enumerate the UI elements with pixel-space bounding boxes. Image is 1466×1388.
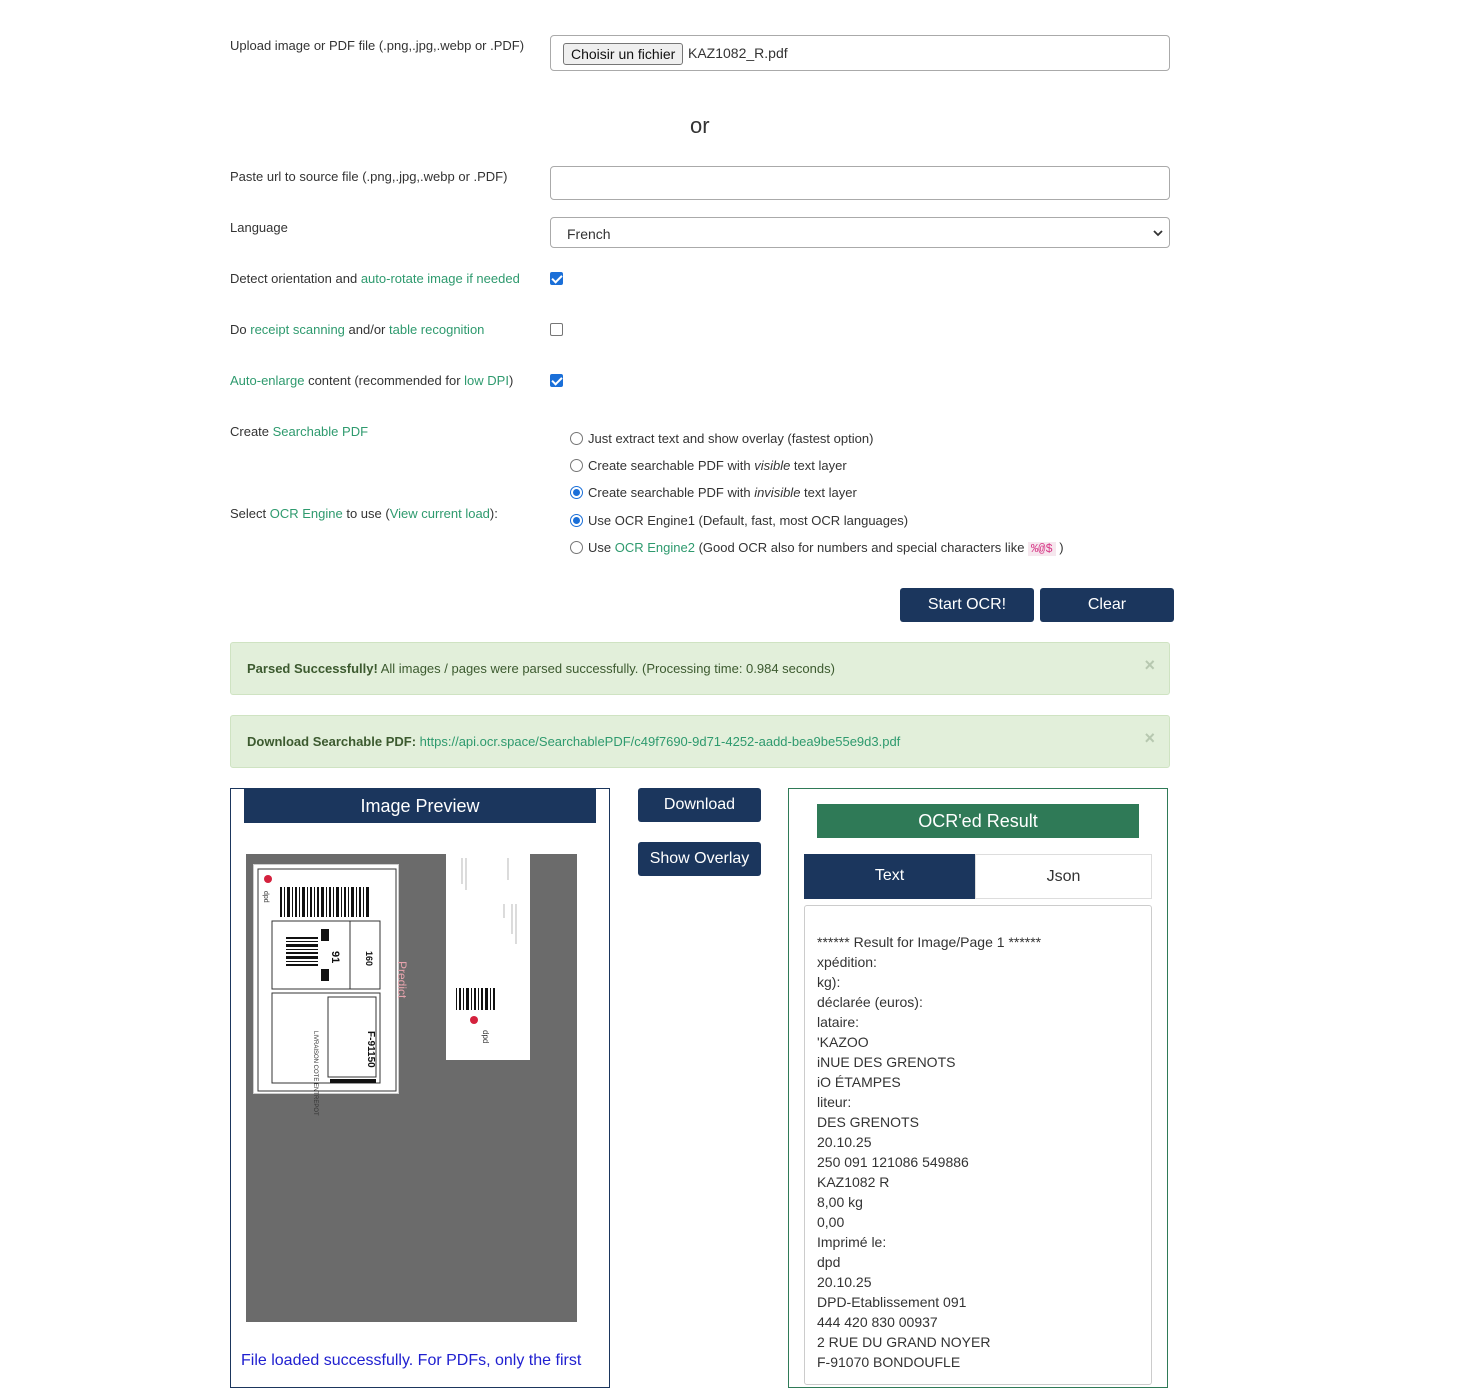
- parsed-success-title: Parsed Successfully!: [247, 661, 378, 676]
- ocr-text-line: 20.10.25: [817, 1274, 872, 1290]
- svg-text:Predict: Predict: [395, 961, 409, 999]
- download-button[interactable]: Download: [638, 788, 761, 822]
- ocr-text-line: 250 091 121086 549886: [817, 1154, 969, 1170]
- ocr-text-line: DES GRENOTS: [817, 1114, 919, 1130]
- radio-invisible-layer[interactable]: [570, 486, 583, 499]
- option-visible-layer: Create searchable PDF with visible text layer: [588, 458, 847, 473]
- table-recognition-link[interactable]: table recognition: [389, 322, 485, 337]
- file-input[interactable]: [550, 35, 1170, 71]
- ocr-engine2-link[interactable]: OCR Engine2: [614, 540, 695, 555]
- file-name: KAZ1082_R.pdf: [688, 45, 788, 61]
- option-engine2: Use OCR Engine2 (Good OCR also for numbers and special characters like %@$ ): [588, 540, 1064, 556]
- ocr-text-line: dpd: [817, 1254, 841, 1270]
- detect-orientation-checkbox[interactable]: [550, 272, 563, 285]
- ocr-text-line: liteur:: [817, 1094, 852, 1110]
- tab-text[interactable]: Text: [804, 854, 975, 899]
- label-page-thumbnail: [253, 864, 409, 1116]
- ocr-text-line: 2 RUE DU GRAND NOYER: [817, 1334, 991, 1350]
- svg-text:dpd: dpd: [262, 891, 269, 903]
- download-pdf-title: Download Searchable PDF:: [247, 734, 417, 749]
- ocr-text-line: iO ÉTAMPES: [817, 1074, 901, 1090]
- tab-json[interactable]: Json: [975, 854, 1152, 899]
- shipping-label-image: [254, 865, 409, 1116]
- ocr-text-line: 20.10.25: [817, 1134, 872, 1150]
- ocr-result-title: OCR'ed Result: [817, 804, 1139, 838]
- ocr-text-line: DPD-Etablissement 091: [817, 1294, 967, 1310]
- special-chars-code: %@$: [1028, 542, 1056, 556]
- or-divider: or: [690, 113, 710, 138]
- option-extract-only: Just extract text and show overlay (fastest option): [588, 431, 874, 446]
- option-invisible-layer: Create searchable PDF with invisible text layer: [588, 485, 857, 500]
- ocr-text-line: kg):: [817, 974, 841, 990]
- parsed-success-alert: [230, 642, 1170, 695]
- radio-visible-layer[interactable]: [570, 459, 583, 472]
- svg-text:LIVRAISON COTE ENTREPOT: LIVRAISON COTE ENTREPOT: [312, 1031, 318, 1116]
- receipt-checkbox[interactable]: [550, 323, 563, 336]
- language-selected: French: [567, 226, 611, 242]
- ocr-text-lines: [817, 932, 1041, 1372]
- searchable-pdf-url-link[interactable]: https://api.ocr.space/SearchablePDF/c49f7690-9d71-4252-aadd-bea9be55e9d3.pdf: [419, 734, 901, 749]
- show-overlay-button[interactable]: Show Overlay: [638, 842, 761, 876]
- option-engine1: Use OCR Engine1 (Default, fast, most OCR languages): [588, 513, 909, 528]
- radio-engine1[interactable]: [570, 514, 583, 527]
- searchable-pdf-label: Create Searchable PDF: [230, 424, 369, 439]
- shipping-label-image-2: [446, 854, 530, 1060]
- ocr-text-line: lataire:: [817, 1014, 860, 1030]
- ocr-text-line: déclarée (euros):: [817, 994, 923, 1010]
- auto-rotate-link[interactable]: auto-rotate image if needed: [360, 271, 520, 286]
- searchable-pdf-link[interactable]: Searchable PDF: [272, 424, 369, 439]
- ocr-text-line: iNUE DES GRENOTS: [817, 1054, 956, 1070]
- radio-extract-only[interactable]: [570, 432, 583, 445]
- label-page-2-thumbnail: [446, 854, 530, 1060]
- ocr-text-line: 0,00: [817, 1214, 845, 1230]
- close-icon[interactable]: ×: [1144, 728, 1155, 748]
- svg-text:dpd: dpd: [481, 1030, 490, 1044]
- svg-text:160: 160: [364, 951, 374, 967]
- start-ocr-button[interactable]: Start OCR!: [900, 588, 1034, 622]
- ocr-text-line: Imprimé le:: [817, 1234, 887, 1250]
- ocr-text-line: ****** Result for Image/Page 1 ******: [817, 934, 1042, 950]
- ocr-text-line: 8,00 kg: [817, 1194, 863, 1210]
- parsed-success-text: All images / pages were parsed successfully. (Processing time: 0.984 seconds): [377, 661, 835, 676]
- choose-file-button[interactable]: Choisir un fichier: [563, 43, 683, 65]
- ocr-text-line: xpédition:: [817, 954, 877, 970]
- ocr-engine-link[interactable]: OCR Engine: [269, 506, 343, 521]
- download-pdf-alert: [230, 715, 1170, 768]
- auto-enlarge-checkbox[interactable]: [550, 374, 563, 387]
- ocr-text-line: KAZ1082 R: [817, 1174, 890, 1190]
- ocr-text-line: 'KAZOO: [817, 1034, 869, 1050]
- radio-engine2[interactable]: [570, 541, 583, 554]
- detect-orientation-label: Detect orientation and auto-rotate image if needed: [230, 271, 520, 286]
- ocr-text-line: 444 420 830 00937: [817, 1314, 938, 1330]
- upload-label: Upload image or PDF file (.png,.jpg,.webp or .PDF): [230, 38, 525, 53]
- url-label: Paste url to source file (.png,.jpg,.webp or .PDF): [230, 169, 508, 184]
- image-preview-title: Image Preview: [244, 789, 596, 823]
- engine-label: Select OCR Engine to use (View current load):: [230, 506, 498, 521]
- url-input[interactable]: [550, 166, 1170, 200]
- ocr-text-output[interactable]: [804, 905, 1152, 1385]
- view-current-load-link[interactable]: View current load: [389, 506, 490, 521]
- clear-button[interactable]: Clear: [1040, 588, 1174, 622]
- close-icon[interactable]: ×: [1144, 655, 1155, 675]
- language-select[interactable]: [550, 217, 1170, 248]
- low-dpi-link[interactable]: low DPI: [464, 373, 509, 388]
- preview-canvas[interactable]: [246, 854, 577, 1322]
- svg-text:F-91150: F-91150: [365, 1031, 376, 1068]
- receipt-scanning-link[interactable]: receipt scanning: [250, 322, 345, 337]
- receipt-label: Do receipt scanning and/or table recognition: [230, 322, 485, 337]
- file-loaded-status: File loaded successfully. For PDFs, only the first: [241, 1352, 582, 1369]
- ocr-text-line: F-91070 BONDOUFLE: [817, 1354, 961, 1370]
- chevron-down-icon: [1153, 229, 1163, 237]
- svg-text:91: 91: [329, 951, 341, 964]
- auto-enlarge-label: Auto-enlarge content (recommended for low DPI): [230, 373, 514, 388]
- language-label: Language: [230, 220, 288, 235]
- auto-enlarge-link[interactable]: Auto-enlarge: [230, 373, 305, 388]
